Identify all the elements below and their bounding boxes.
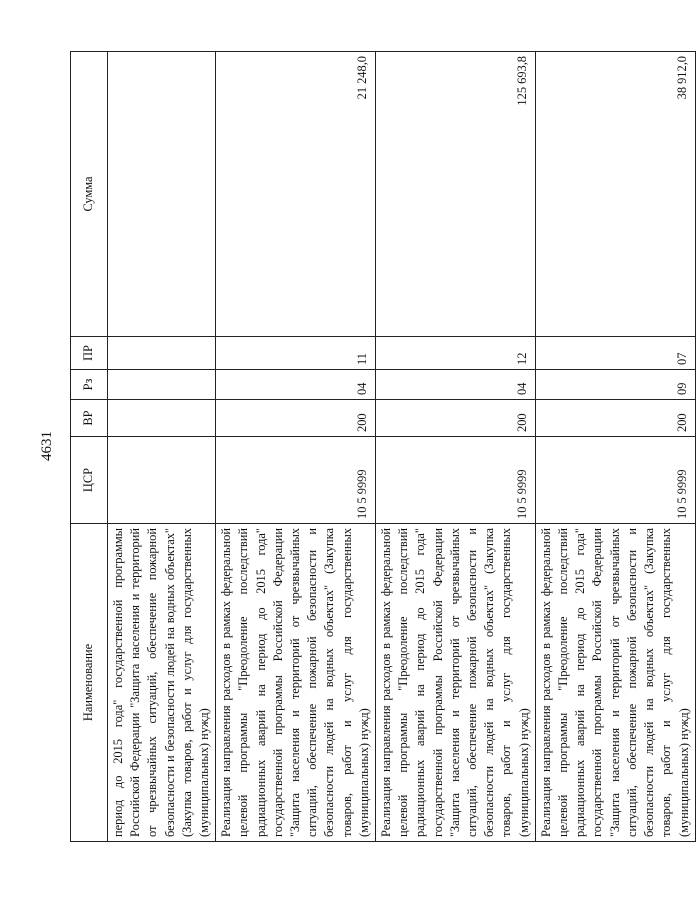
- budget-table: [70, 51, 696, 842]
- header-rz: Рз: [71, 370, 108, 400]
- row-rz: 04: [216, 370, 376, 400]
- header-sum: Сумма: [71, 52, 108, 337]
- row-sum: [108, 52, 216, 337]
- row-name: Реализация направления расходов в рамках федеральной целевой программы "Преодоление последствий радиационных аварий на период до 2015 года" государственной программы Российской Федерации "Защита населения и территорий от чрезвычайных ситуаций, обеспечение пожарной безопасности и безопасности людей на водных объектах" (Закупка товаров, работ и услуг для государственных (муниципальных) нужд): [376, 524, 536, 842]
- row-name: Реализация направления расходов в рамках федеральной целевой программы "Преодоление последствий радиационных аварий на период до 2015 года" государственной программы Российской Федерации "Защита населения и территорий от чрезвычайных ситуаций, обеспечение пожарной безопасности и безопасности людей на водных объектах" (Закупка товаров, работ и услуг для государственных (муниципальных) нужд): [216, 524, 376, 842]
- row-rz: [108, 370, 216, 400]
- row-sum: 125 693,8: [376, 52, 536, 337]
- header-name: Наименование: [71, 524, 108, 842]
- row-pr: 07: [535, 337, 695, 370]
- header-csr: ЦСР: [71, 437, 108, 524]
- budget-table-container: [70, 52, 691, 842]
- row-sum: 21 248,0: [216, 52, 376, 337]
- table-row: [216, 52, 376, 842]
- row-vr: 200: [216, 400, 376, 437]
- row-rz: 04: [376, 370, 536, 400]
- row-name: период до 2015 года" государственной программы Российской Федерации "Защита населения и территорий от чрезвычайных ситуаций, обеспечение пожарной безопасности и безопасности людей на водных объектах" (Закупка товаров, работ и услуг для государственных (муниципальных) нужд): [108, 524, 216, 842]
- row-csr: [108, 437, 216, 524]
- row-vr: [108, 400, 216, 437]
- row-pr: 12: [376, 337, 536, 370]
- row-pr: 11: [216, 337, 376, 370]
- row-rz: 09: [535, 370, 695, 400]
- header-pr: ПР: [71, 337, 108, 370]
- row-vr: 200: [535, 400, 695, 437]
- table-header-row: [71, 52, 108, 842]
- row-csr: 10 5 9999: [535, 437, 695, 524]
- row-sum: 38 912,0: [535, 52, 695, 337]
- table-row: [108, 52, 216, 842]
- page-number: 4631: [39, 431, 55, 461]
- header-vr: ВР: [71, 400, 108, 437]
- row-vr: 200: [376, 400, 536, 437]
- table-row: [376, 52, 536, 842]
- row-name: Реализация направления расходов в рамках федеральной целевой программы "Преодоление последствий радиационных аварий на период до 2015 года" государственной программы Российской Федерации "Защита населения и территорий от чрезвычайных ситуаций, обеспечение пожарной безопасности и безопасности людей на водных объектах" (Закупка товаров, работ и услуг для государственных (муниципальных) нужд): [535, 524, 695, 842]
- row-csr: 10 5 9999: [376, 437, 536, 524]
- table-row: [535, 52, 695, 842]
- row-pr: [108, 337, 216, 370]
- row-csr: 10 5 9999: [216, 437, 376, 524]
